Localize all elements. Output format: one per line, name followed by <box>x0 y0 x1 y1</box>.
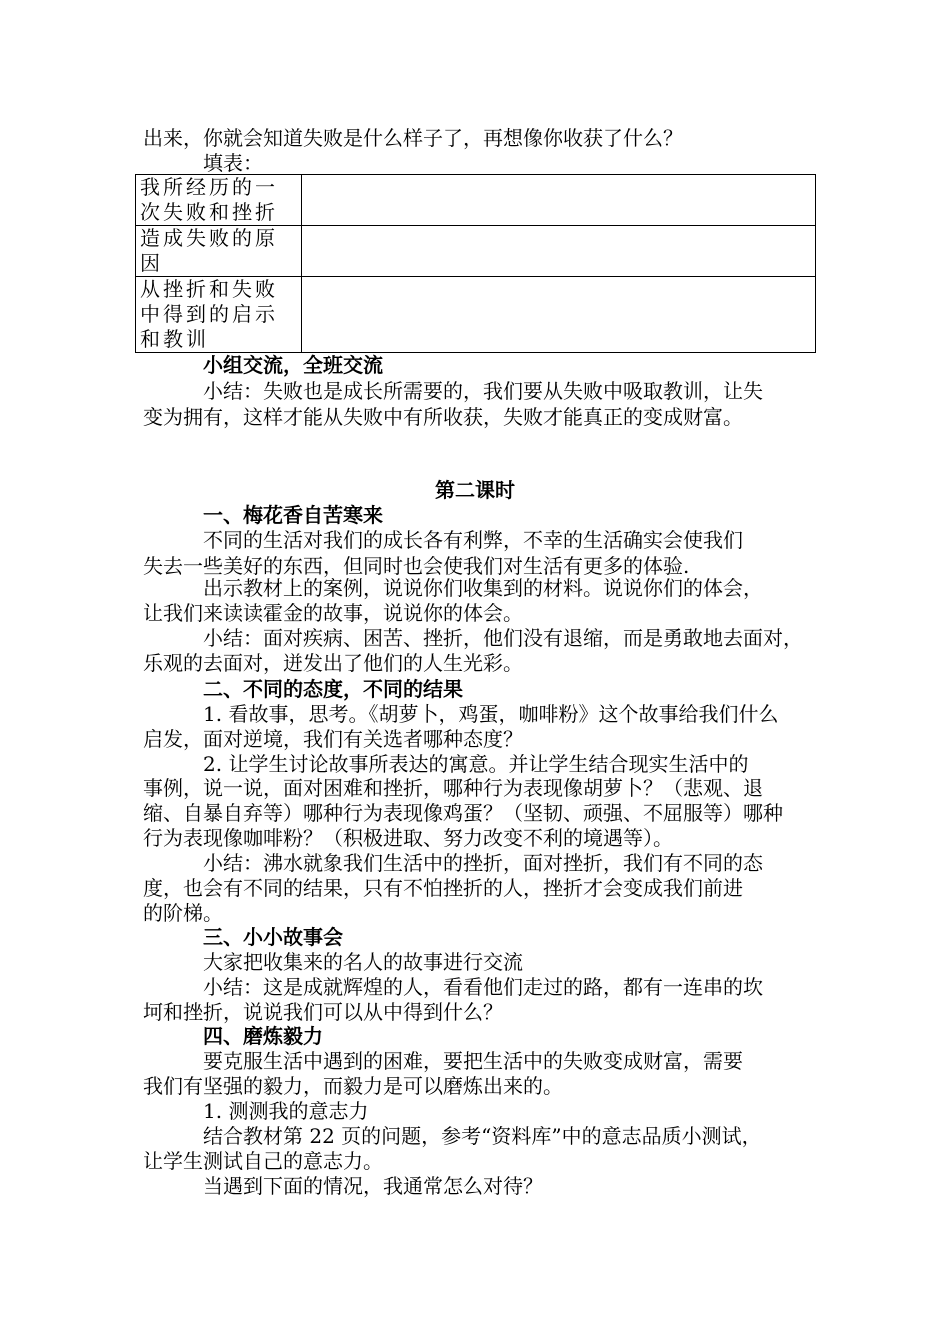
table-label-cell: 从挫折和失败 中得到的启示 和教训 <box>136 277 302 353</box>
table-row <box>136 277 816 353</box>
paragraph-line: 乐观的去面对，迸发出了他们的人生光彩。 <box>143 651 523 675</box>
paragraph-line: 小结：面对疾病、困苦、挫折，他们没有退缩，而是勇敢地去面对， <box>203 626 803 650</box>
paragraph-line: 结合教材第 22 页的问题，参考“资料库”中的意志品质小测试， <box>203 1124 762 1148</box>
table-value-cell[interactable] <box>302 226 816 277</box>
paragraph-line: 事例，说一说，面对困难和挫折，哪种行为表现像胡萝卜？（悲观、退 <box>143 776 763 800</box>
group-summary: 小结：失败也是成长所需要的，我们要从失败中吸取教训，让失 <box>203 379 763 403</box>
lesson-title: 第二课时 <box>435 478 515 502</box>
reflection-table <box>135 174 816 353</box>
paragraph-line: 度，也会有不同的结果，只有不怕挫折的人，挫折才会变成我们前进 <box>143 876 743 900</box>
paragraph-line: 缩、自暴自弃等）哪种行为表现像鸡蛋？（坚韧、顽强、不屈服等）哪种 <box>143 801 783 825</box>
paragraph-line: 2. 让学生讨论故事所表达的寓意。并让学生结合现实生活中的 <box>203 752 749 776</box>
paragraph-line: 1. 测测我的意志力 <box>203 1099 369 1123</box>
paragraph-line: 让我们来读读霍金的故事，说说你的体会。 <box>143 601 523 625</box>
paragraph-line: 当遇到下面的情况，我通常怎么对待？ <box>203 1174 543 1198</box>
section-heading: 二、不同的态度，不同的结果 <box>203 677 463 701</box>
paragraph-line: 出示教材上的案例，说说你们收集到的材料。说说你们的体会， <box>203 576 763 600</box>
table-value-cell[interactable] <box>302 175 816 226</box>
paragraph-line: 启发，面对逆境，我们有关选者哪种态度？ <box>143 727 523 751</box>
section-heading: 四、磨炼毅力 <box>203 1024 323 1048</box>
table-label-cell: 我所经历的一 次失败和挫折 <box>136 175 302 226</box>
section-heading: 一、梅花香自苦寒来 <box>203 503 383 527</box>
paragraph-line: 要克服生活中遇到的困难，要把生活中的失败变成财富，需要 <box>203 1049 743 1073</box>
paragraph-line: 失去一些美好的东西，但同时也会使我们对生活有更多的体验. <box>143 554 690 578</box>
table-value-cell[interactable] <box>302 277 816 353</box>
intro-text: 出来，你就会知道失败是什么样子了，再想像你收获了什么？ <box>143 126 683 150</box>
section-heading: 三、小小故事会 <box>203 925 343 949</box>
table-label-cell: 造成失败的原 因 <box>136 226 302 277</box>
table-row <box>136 175 816 226</box>
paragraph-line: 不同的生活对我们的成长各有利弊，不幸的生活确实会使我们 <box>203 528 743 552</box>
table-row <box>136 226 816 277</box>
paragraph-line: 让学生测试自己的意志力。 <box>143 1149 383 1173</box>
paragraph-line: 大家把收集来的名人的故事进行交流 <box>203 950 523 974</box>
paragraph-line: 行为表现像咖啡粉？（积极进取、努力改变不利的境遇等）。 <box>143 826 673 850</box>
group-heading: 小组交流，全班交流 <box>203 353 383 377</box>
group-summary: 变为拥有，这样才能从失败中有所收获，失败才能真正的变成财富。 <box>143 405 743 429</box>
fill-table-label: 填表： <box>203 151 263 175</box>
paragraph-line: 的阶梯。 <box>143 901 223 925</box>
paragraph-line: 小结：这是成就辉煌的人，看看他们走过的路，都有一连串的坎 <box>203 975 763 999</box>
paragraph-line: 小结：沸水就象我们生活中的挫折，面对挫折，我们有不同的态 <box>203 851 763 875</box>
paragraph-line: 我们有坚强的毅力，而毅力是可以磨炼出来的。 <box>143 1074 563 1098</box>
paragraph-line: 1. 看故事，思考。《胡萝卜，鸡蛋，咖啡粉》这个故事给我们什么 <box>203 702 779 726</box>
paragraph-line: 坷和挫折，说说我们可以从中得到什么？ <box>143 1000 503 1024</box>
